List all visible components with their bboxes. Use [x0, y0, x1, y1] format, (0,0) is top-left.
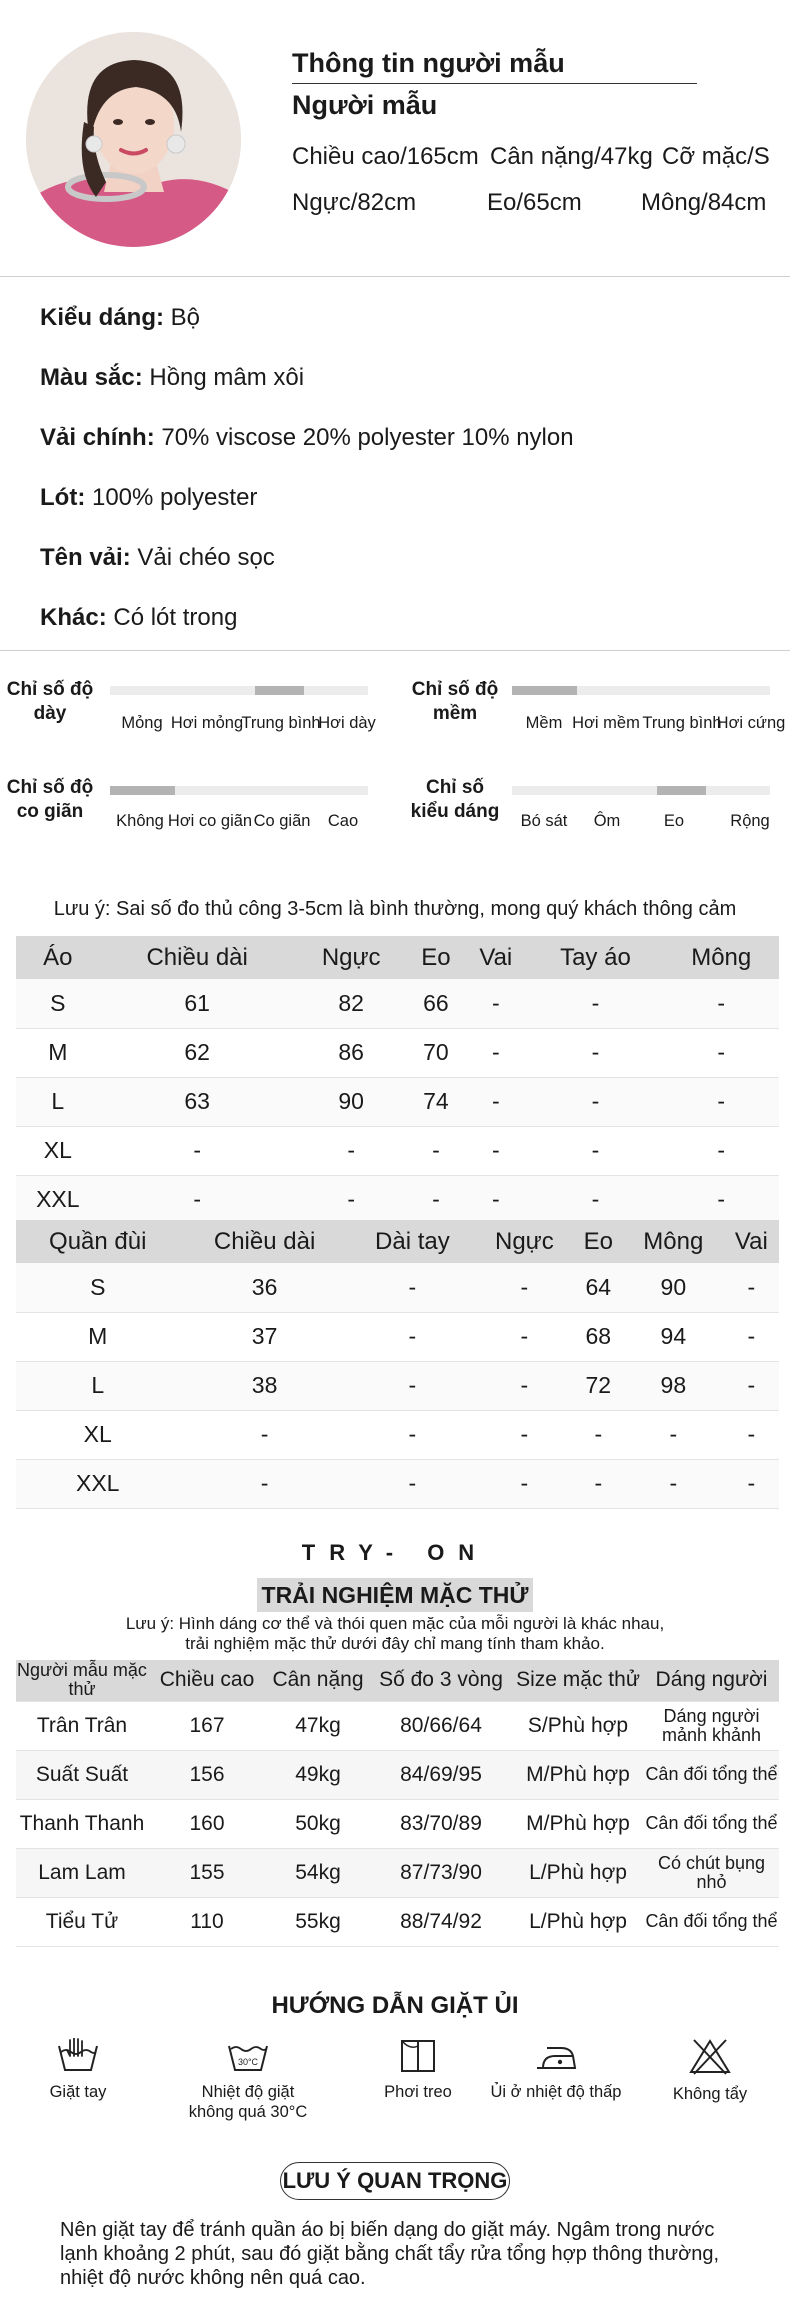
- table-cell: -: [663, 979, 779, 1028]
- table-row: [16, 1312, 779, 1361]
- index-softness-label: Chỉ số độ mềm: [411, 679, 499, 724]
- table-cell: -: [408, 1126, 464, 1175]
- iron-low-icon: [533, 2038, 579, 2074]
- table-cell: 68: [574, 1312, 623, 1361]
- table-cell: -: [350, 1459, 475, 1508]
- table-cell: -: [527, 1028, 663, 1077]
- table-cell: -: [574, 1459, 623, 1508]
- table-cell: 155: [148, 1848, 266, 1897]
- tryon-table-header: [16, 1660, 779, 1701]
- table-cell: -: [295, 1126, 408, 1175]
- index-softness-bar: [512, 686, 770, 695]
- model-row-1: [292, 143, 772, 171]
- tick: Eo: [663, 812, 685, 830]
- tick: Rộng: [730, 812, 770, 830]
- table-cell: 84/69/95: [370, 1750, 512, 1799]
- wash-item-label: Ủi ở nhiệt độ thấp: [490, 2083, 622, 2101]
- table-cell: 160: [148, 1799, 266, 1848]
- table-cell: -: [475, 1459, 574, 1508]
- table-cell: 90: [295, 1077, 408, 1126]
- column-header: Chiều dài: [100, 936, 295, 979]
- model-weight: Cân nặng/47kg: [490, 143, 653, 170]
- top-size-table: [16, 936, 779, 1225]
- table-row: [16, 1410, 779, 1459]
- shorts-size-table: [16, 1220, 779, 1509]
- table-cell: -: [100, 1175, 295, 1224]
- table-cell: 86: [295, 1028, 408, 1077]
- attr-style: Kiểu dáng: Bộ: [40, 304, 201, 331]
- index-elasticity-fill: [110, 786, 175, 795]
- table-row: [16, 1897, 779, 1946]
- tick: Hơi dày: [318, 714, 376, 732]
- wash-item-hand: [8, 2038, 148, 2102]
- table-cell: Thanh Thanh: [16, 1799, 148, 1848]
- table-cell: -: [475, 1410, 574, 1459]
- table-cell: XXL: [16, 1175, 100, 1224]
- column-header: Tay áo: [527, 936, 663, 979]
- table-cell: -: [464, 1175, 527, 1224]
- table-cell: XXL: [16, 1459, 179, 1508]
- model-details: [292, 48, 772, 217]
- table-cell: -: [350, 1410, 475, 1459]
- index-thickness-bar: [110, 686, 368, 695]
- important-badge: LƯU Ý QUAN TRỌNG: [280, 2162, 510, 2200]
- shorts-table-header: [16, 1220, 779, 1263]
- table-cell: Dáng người mảnh khảnh: [644, 1701, 779, 1750]
- table-cell: 47kg: [266, 1701, 370, 1750]
- tick: Hơi mềm: [572, 714, 640, 732]
- table-cell: -: [724, 1263, 779, 1312]
- table-row: [16, 1077, 779, 1126]
- column-header: Chiều cao: [148, 1660, 266, 1701]
- table-cell: 55kg: [266, 1897, 370, 1946]
- table-row: [16, 1126, 779, 1175]
- tick: Không: [116, 812, 164, 830]
- care-instructions-text: Nên giặt tay để tránh quần áo bị biến dạng do giặt máy. Ngâm trong nước lạnh khoảng 2 phút, sau đó giặt bằng chất tẩy rửa tổng hợp thông thường, nhiệt độ nước không nên quá cao.: [60, 2219, 720, 2289]
- table-cell: 54kg: [266, 1848, 370, 1897]
- model-hip: Mông/84cm: [641, 189, 767, 216]
- tick: Hơi cứng: [716, 714, 786, 732]
- table-cell: 64: [574, 1263, 623, 1312]
- tick: Bó sát: [520, 812, 568, 830]
- tick: Mềm: [525, 714, 563, 732]
- column-header: Ngực: [295, 936, 408, 979]
- model-photo: [26, 32, 241, 247]
- tick: Ôm: [593, 812, 621, 830]
- column-header: Mông: [623, 1220, 724, 1263]
- table-cell: 62: [100, 1028, 295, 1077]
- column-header: Áo: [16, 936, 100, 979]
- table-cell: S: [16, 979, 100, 1028]
- table-cell: -: [527, 979, 663, 1028]
- column-header: Vai: [724, 1220, 779, 1263]
- wash-item-30c: [178, 2038, 318, 2122]
- table-cell: -: [350, 1312, 475, 1361]
- wash-item-bleach: [640, 2038, 780, 2104]
- attr-main-fabric: Vải chính: 70% viscose 20% polyester 10% nylon: [40, 424, 574, 451]
- column-header: Eo: [574, 1220, 623, 1263]
- table-cell: Suất Suất: [16, 1750, 148, 1799]
- hand-wash-icon: [56, 2038, 100, 2074]
- attr-other: Khác: Có lót trong: [40, 604, 238, 631]
- column-header: Eo: [408, 936, 464, 979]
- table-cell: M/Phù hợp: [512, 1799, 644, 1848]
- hang-dry-icon: [398, 2038, 438, 2074]
- table-cell: 110: [148, 1897, 266, 1946]
- column-header: Vai: [464, 936, 527, 979]
- model-subtitle: Người mẫu: [292, 90, 438, 120]
- table-cell: -: [574, 1410, 623, 1459]
- top-table-header: [16, 936, 779, 979]
- table-cell: 74: [408, 1077, 464, 1126]
- tryon-table: [16, 1660, 779, 1947]
- tick: Trung bình: [642, 714, 722, 732]
- table-row: [16, 1175, 779, 1224]
- index-thickness-fill: [255, 686, 303, 695]
- table-cell: 87/73/90: [370, 1848, 512, 1897]
- table-row: [16, 1361, 779, 1410]
- table-row: [16, 1459, 779, 1508]
- divider: [0, 276, 790, 277]
- table-cell: 36: [179, 1263, 349, 1312]
- model-avatar: [26, 32, 241, 247]
- table-cell: -: [464, 1126, 527, 1175]
- table-cell: -: [475, 1312, 574, 1361]
- table-cell: M: [16, 1028, 100, 1077]
- tryon-note-line: trải nghiệm mặc thử dưới đây chỉ mang tính tham khảo.: [185, 1634, 605, 1653]
- table-cell: Lam Lam: [16, 1848, 148, 1897]
- table-cell: 50kg: [266, 1799, 370, 1848]
- table-cell: -: [527, 1077, 663, 1126]
- column-header: Quần đùi: [16, 1220, 179, 1263]
- table-cell: 90: [623, 1263, 724, 1312]
- table-cell: -: [475, 1361, 574, 1410]
- index-fit-bar: [512, 786, 770, 795]
- table-cell: -: [464, 1028, 527, 1077]
- table-cell: Cân đối tổng thể: [644, 1897, 779, 1946]
- table-cell: -: [464, 1077, 527, 1126]
- table-row: [16, 1701, 779, 1750]
- table-cell: -: [724, 1361, 779, 1410]
- table-cell: -: [663, 1126, 779, 1175]
- tryon-subtitle: TRẢI NGHIỆM MẶC THỬ: [257, 1578, 533, 1612]
- wash-item-hang: [348, 2038, 488, 2102]
- product-attributes: [40, 300, 574, 660]
- wash-item-label: Nhiệt độ giặt không quá 30°C: [188, 2083, 308, 2121]
- table-cell: 37: [179, 1312, 349, 1361]
- index-thickness-label: Chỉ số độ dày: [6, 679, 94, 724]
- table-cell: 49kg: [266, 1750, 370, 1799]
- wash-30c-icon: [226, 2038, 270, 2074]
- model-row-2: [292, 189, 772, 217]
- table-cell: -: [527, 1175, 663, 1224]
- table-cell: -: [724, 1410, 779, 1459]
- index-fit-label: Chỉ số kiểu dáng: [410, 777, 500, 822]
- table-cell: 156: [148, 1750, 266, 1799]
- column-header: Mông: [663, 936, 779, 979]
- model-title: Thông tin người mẫu: [292, 48, 697, 84]
- table-cell: Cân đối tổng thể: [644, 1799, 779, 1848]
- table-cell: -: [623, 1410, 724, 1459]
- table-cell: L/Phù hợp: [512, 1897, 644, 1946]
- table-cell: -: [623, 1459, 724, 1508]
- index-elasticity-bar: [110, 786, 368, 795]
- index-fit-fill: [657, 786, 705, 795]
- table-cell: 80/66/64: [370, 1701, 512, 1750]
- table-row: [16, 979, 779, 1028]
- table-cell: 61: [100, 979, 295, 1028]
- column-header: Người mẫu mặc thử: [17, 1660, 147, 1700]
- table-cell: -: [100, 1126, 295, 1175]
- column-header: Size mặc thử: [512, 1660, 644, 1701]
- attr-lining: Lót: 100% polyester: [40, 484, 258, 511]
- table-row: [16, 1750, 779, 1799]
- tryon-title: TRY- ON: [301, 1540, 489, 1565]
- table-row: [16, 1848, 779, 1897]
- tryon-note-line: Lưu ý: Hình dáng cơ thể và thói quen mặc của mỗi người là khác nhau,: [125, 1614, 665, 1633]
- table-cell: -: [350, 1361, 475, 1410]
- model-info-section: [0, 0, 790, 275]
- index-softness-fill: [512, 686, 577, 695]
- tick: Hơi mỏng: [170, 714, 244, 732]
- column-header: Ngực: [475, 1220, 574, 1263]
- table-cell: 167: [148, 1701, 266, 1750]
- table-row: [16, 1799, 779, 1848]
- size-note: Lưu ý: Sai số đo thủ công 3-5cm là bình thường, mong quý khách thông cảm: [53, 898, 737, 920]
- attr-fabric-name: Tên vải: Vải chéo sọc: [40, 544, 275, 571]
- table-cell: M/Phù hợp: [512, 1750, 644, 1799]
- table-row: [16, 1263, 779, 1312]
- table-cell: Trân Trân: [16, 1701, 148, 1750]
- model-bust: Ngực/82cm: [292, 189, 417, 216]
- table-cell: 70: [408, 1028, 464, 1077]
- table-cell: -: [179, 1410, 349, 1459]
- table-row: [16, 1028, 779, 1077]
- table-cell: 38: [179, 1361, 349, 1410]
- table-cell: 94: [623, 1312, 724, 1361]
- divider: [0, 650, 790, 651]
- wash-item-label: Giặt tay: [49, 2083, 107, 2101]
- table-cell: -: [663, 1175, 779, 1224]
- attr-color: Màu sắc: Hồng mâm xôi: [40, 364, 305, 391]
- table-cell: -: [724, 1459, 779, 1508]
- table-cell: Có chút bụng nhỏ: [644, 1848, 779, 1897]
- table-cell: 88/74/92: [370, 1897, 512, 1946]
- column-header: Cân nặng: [266, 1660, 370, 1701]
- model-size: Cỡ mặc/S: [662, 143, 770, 170]
- tick: Hơi co giãn: [167, 812, 253, 830]
- svg-text:30°C: 30°C: [237, 2057, 259, 2067]
- table-cell: 82: [295, 979, 408, 1028]
- table-cell: -: [295, 1175, 408, 1224]
- tryon-note: [0, 1614, 790, 1654]
- table-cell: -: [663, 1077, 779, 1126]
- table-cell: S: [16, 1263, 179, 1312]
- table-cell: S/Phù hợp: [512, 1701, 644, 1750]
- table-cell: Cân đối tổng thể: [644, 1750, 779, 1799]
- wash-item-iron: [486, 2038, 626, 2102]
- table-cell: -: [527, 1126, 663, 1175]
- column-header: Dài tay: [350, 1220, 475, 1263]
- table-cell: Tiểu Tử: [16, 1897, 148, 1946]
- column-header: Số đo 3 vòng: [370, 1660, 512, 1701]
- table-cell: 63: [100, 1077, 295, 1126]
- wash-item-label: Phơi treo: [384, 2083, 452, 2101]
- table-cell: XL: [16, 1410, 179, 1459]
- column-header: Chiều dài: [179, 1220, 349, 1263]
- wash-item-label: Không tẩy: [672, 2085, 748, 2103]
- table-cell: -: [179, 1459, 349, 1508]
- washing-title: HƯỚNG DẪN GIẶT ỦI: [271, 1992, 519, 2019]
- table-cell: -: [464, 979, 527, 1028]
- table-cell: -: [724, 1312, 779, 1361]
- table-cell: 66: [408, 979, 464, 1028]
- table-cell: -: [350, 1263, 475, 1312]
- table-cell: -: [408, 1175, 464, 1224]
- model-height: Chiều cao/165cm: [292, 143, 479, 170]
- model-waist: Eo/65cm: [487, 189, 582, 216]
- table-cell: L/Phù hợp: [512, 1848, 644, 1897]
- table-cell: 83/70/89: [370, 1799, 512, 1848]
- table-cell: 98: [623, 1361, 724, 1410]
- tick: Co giãn: [253, 812, 311, 830]
- index-elasticity-label: Chỉ số độ co giãn: [6, 777, 94, 822]
- table-cell: L: [16, 1077, 100, 1126]
- table-cell: -: [475, 1263, 574, 1312]
- table-cell: 72: [574, 1361, 623, 1410]
- table-cell: L: [16, 1361, 179, 1410]
- table-cell: -: [663, 1028, 779, 1077]
- tick: Mỏng: [121, 714, 163, 732]
- no-bleach-icon: [688, 2038, 732, 2076]
- table-cell: XL: [16, 1126, 100, 1175]
- tick: Cao: [327, 812, 359, 830]
- column-header: Dáng người: [644, 1660, 779, 1701]
- tick: Trung bình: [241, 714, 321, 732]
- table-cell: M: [16, 1312, 179, 1361]
